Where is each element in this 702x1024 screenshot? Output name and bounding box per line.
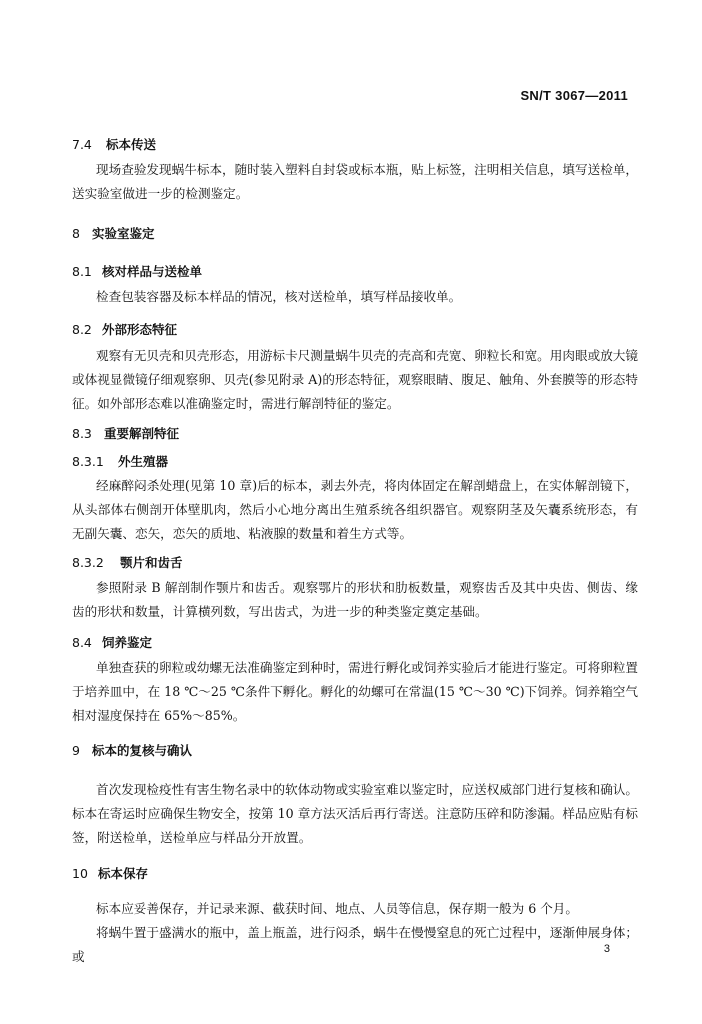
section-title: 核对样品与送检单: [102, 264, 203, 279]
standard-code: SN/T 3067—2011: [520, 88, 628, 103]
paragraph: 单独查获的卵粒或幼螺无法准确鉴定到种时，需进行孵化或饲养实验后才能进行鉴定。可将卵粒置于培养皿中，在 18 ℃～25 ℃条件下孵化。孵化的幼螺可在常温(15 ℃～30 ℃)下饲养。饲养箱空气相对湿度保持在 65%～85%。: [72, 660, 638, 723]
section-title: 标本保存: [98, 866, 149, 881]
section-title: 饲养鉴定: [102, 635, 153, 650]
paragraph: 将蜗牛置于盛满水的瓶中，盖上瓶盖，进行闷杀，蜗牛在慢慢窒息的死亡过程中，逐渐伸展身体；或: [72, 925, 638, 964]
section-number: 8: [72, 226, 80, 241]
paragraph: 现场查验发现蜗牛标本，随时装入塑料自封袋或标本瓶，贴上标签，注明相关信息，填写送检单，送实验室做进一步的检测鉴定。: [72, 162, 638, 201]
section-title: 外生殖器: [118, 454, 169, 469]
section-heading-9: [72, 741, 192, 759]
section-title: 外部形态特征: [102, 322, 178, 337]
section-heading-8-3: [72, 424, 179, 442]
section-heading-8: [72, 224, 155, 242]
page-number: 3: [603, 943, 610, 955]
section-title: 标本传送: [106, 137, 157, 152]
section-title: 重要解剖特征: [104, 426, 180, 441]
section-heading-8-3-2: [72, 553, 183, 571]
section-number: 8.4: [72, 635, 92, 650]
section-heading-7-4: [72, 135, 156, 153]
section-number: 8.1: [72, 264, 92, 279]
section-title: 标本的复核与确认: [92, 743, 193, 758]
section-number: 10: [72, 866, 88, 881]
paragraph: 标本应妥善保存，并记录来源、截获时间、地点、人员等信息，保存期一般为 6 个月。: [96, 901, 578, 916]
section-heading-8-3-1: [72, 452, 168, 470]
section-heading-8-2: [72, 320, 177, 338]
section-title: 实验室鉴定: [92, 226, 155, 241]
section-number: 8.3.1: [72, 454, 104, 469]
paragraph: 参照附录 B 解剖制作颚片和齿舌。观察鄂片的形状和肋板数量，观察齿舌及其中央齿、侧齿、缘齿的形状和数量，计算横列数，写出齿式，为进一步的种类鉴定奠定基础。: [72, 580, 638, 619]
section-heading-8-1: [72, 262, 202, 280]
section-number: 8.3.2: [72, 555, 104, 570]
paragraph: 经麻醉闷杀处理(见第 10 章)后的标本，剥去外壳，将肉体固定在解剖蜡盘上，在实体解剖镜下，从头部体右侧剖开体壁肌肉，然后小心地分离出生殖系统各组织器官。观察阴茎及矢囊系统形态，有无副矢囊、恋矢，恋矢的质地、粘液腺的数量和着生方式等。: [72, 478, 638, 541]
paragraph: 首次发现检疫性有害生物名录中的软体动物或实验室难以鉴定时，应送权威部门进行复核和确认。标本在寄运时应确保生物安全，按第 10 章方法灭活后再行寄送。注意防压碎和防渗漏。样品应贴有标签，附送检单，送检单应与样品分开放置。: [72, 782, 638, 845]
section-heading-8-4: [72, 633, 152, 651]
section-number: 8.2: [72, 322, 92, 337]
paragraph: 检查包装容器及标本样品的情况，核对送检单，填写样品接收单。: [96, 289, 462, 304]
section-title: 颚片和齿舌: [120, 555, 183, 570]
paragraph: 观察有无贝壳和贝壳形态，用游标卡尺测量蜗牛贝壳的壳高和壳宽、卵粒长和宽。用肉眼或放大镜或体视显微镜仔细观察卵、贝壳(参见附录 A)的形态特征，观察眼睛、腹足、触角、外套膜等的形态特征。如外部形态难以准确鉴定时，需进行解剖特征的鉴定。: [72, 348, 638, 411]
section-number: 8.3: [72, 426, 92, 441]
section-number: 9: [72, 743, 80, 758]
section-number: 7.4: [72, 137, 92, 152]
section-heading-10: [72, 864, 148, 882]
